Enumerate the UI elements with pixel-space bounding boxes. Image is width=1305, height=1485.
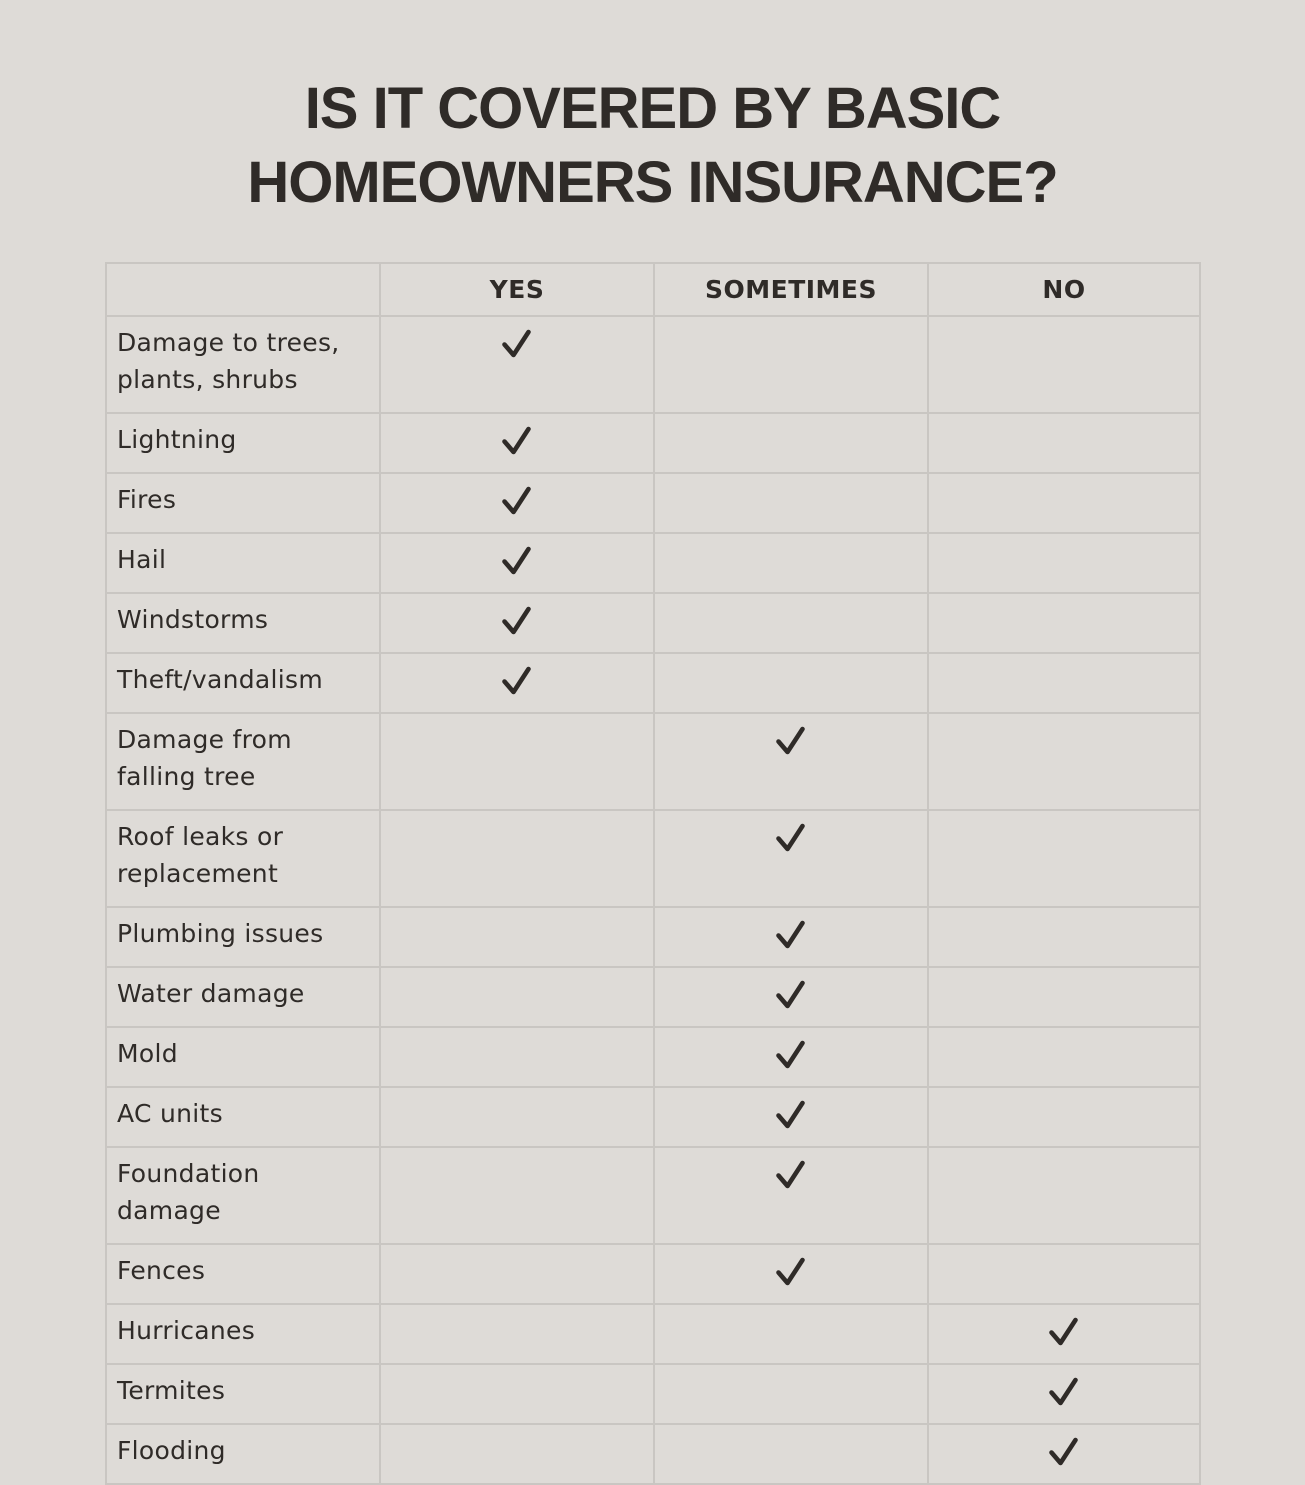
table-row (106, 413, 1200, 473)
cell-sometimes (654, 1424, 928, 1484)
row-label-theft-vandalism: Theft/vandalism (106, 653, 380, 713)
row-label-roof-leaks-or-replacement: Roof leaks or replacement (106, 810, 380, 907)
checkmark-stroke (505, 489, 529, 512)
table-row (106, 473, 1200, 533)
row-label-fences: Fences (106, 1244, 380, 1304)
cell-yes (380, 316, 654, 413)
checkmark-icon (775, 980, 807, 1010)
row-label-fires: Fires (106, 473, 380, 533)
header-cell-item (106, 263, 380, 316)
cell-no (928, 593, 1200, 653)
table-row (106, 533, 1200, 593)
cell-yes (380, 593, 654, 653)
checkmark-stroke (779, 1103, 803, 1126)
title-line-2: HOMEOWNERS INSURANCE? (247, 150, 1058, 215)
cell-yes (380, 967, 654, 1027)
cell-sometimes (654, 593, 928, 653)
cell-sometimes (654, 907, 928, 967)
cell-no (928, 1364, 1200, 1424)
cell-yes (380, 810, 654, 907)
cell-no (928, 1087, 1200, 1147)
cell-yes (380, 1304, 654, 1364)
checkmark-stroke (779, 1260, 803, 1283)
cell-sometimes (654, 653, 928, 713)
cell-sometimes (654, 1304, 928, 1364)
cell-sometimes (654, 533, 928, 593)
checkmark-icon (501, 606, 533, 636)
page-title (0, 72, 1305, 220)
header-cell-no: NO (928, 263, 1200, 316)
coverage-table (105, 262, 1201, 1485)
checkmark-icon (775, 1160, 807, 1190)
checkmark-stroke (779, 729, 803, 752)
table-row (106, 1027, 1200, 1087)
cell-yes (380, 713, 654, 810)
cell-sometimes (654, 1147, 928, 1244)
cell-yes (380, 1244, 654, 1304)
row-label-ac-units: AC units (106, 1087, 380, 1147)
cell-yes (380, 413, 654, 473)
checkmark-icon (775, 1100, 807, 1130)
header-cell-sometimes: SOMETIMES (654, 263, 928, 316)
row-label-mold: Mold (106, 1027, 380, 1087)
cell-yes (380, 533, 654, 593)
cell-yes (380, 907, 654, 967)
cell-no (928, 533, 1200, 593)
checkmark-icon (775, 920, 807, 950)
cell-no (928, 1304, 1200, 1364)
row-label-windstorms: Windstorms (106, 593, 380, 653)
cell-no (928, 967, 1200, 1027)
checkmark-stroke (505, 429, 529, 452)
table-row (106, 1087, 1200, 1147)
checkmark-icon (501, 486, 533, 516)
table-row (106, 653, 1200, 713)
cell-no (928, 810, 1200, 907)
table-row (106, 907, 1200, 967)
cell-no (928, 907, 1200, 967)
cell-sometimes (654, 473, 928, 533)
checkmark-stroke (505, 669, 529, 692)
cell-sometimes (654, 810, 928, 907)
checkmark-icon (501, 329, 533, 359)
coverage-table-header (106, 263, 1200, 316)
cell-no (928, 413, 1200, 473)
checkmark-stroke (779, 923, 803, 946)
checkmark-stroke (1052, 1380, 1076, 1403)
table-row (106, 1147, 1200, 1244)
title-line-1: IS IT COVERED BY BASIC (304, 76, 1001, 141)
checkmark-stroke (505, 609, 529, 632)
checkmark-stroke (1052, 1440, 1076, 1463)
header-cell-yes: YES (380, 263, 654, 316)
coverage-table-body (106, 316, 1200, 1484)
cell-sometimes (654, 1087, 928, 1147)
checkmark-stroke (779, 1163, 803, 1186)
row-label-water-damage: Water damage (106, 967, 380, 1027)
row-label-foundation-damage: Foundation damage (106, 1147, 380, 1244)
table-row (106, 593, 1200, 653)
checkmark-icon (1048, 1317, 1080, 1347)
checkmark-icon (775, 1257, 807, 1287)
cell-yes (380, 1147, 654, 1244)
cell-no (928, 653, 1200, 713)
cell-yes (380, 653, 654, 713)
checkmark-stroke (779, 983, 803, 1006)
cell-yes (380, 1424, 654, 1484)
cell-yes (380, 1027, 654, 1087)
row-label-hail: Hail (106, 533, 380, 593)
cell-no (928, 1027, 1200, 1087)
checkmark-stroke (505, 549, 529, 572)
row-label-flooding: Flooding (106, 1424, 380, 1484)
cell-sometimes (654, 967, 928, 1027)
table-row (106, 1364, 1200, 1424)
cell-sometimes (654, 413, 928, 473)
row-label-plumbing-issues: Plumbing issues (106, 907, 380, 967)
cell-no (928, 1244, 1200, 1304)
checkmark-icon (1048, 1437, 1080, 1467)
row-label-hurricanes: Hurricanes (106, 1304, 380, 1364)
cell-sometimes (654, 713, 928, 810)
table-row (106, 810, 1200, 907)
header-row (106, 263, 1200, 316)
row-label-lightning: Lightning (106, 413, 380, 473)
cell-yes (380, 1087, 654, 1147)
checkmark-stroke (779, 1043, 803, 1066)
checkmark-icon (501, 666, 533, 696)
table-row (106, 713, 1200, 810)
cell-yes (380, 1364, 654, 1424)
checkmark-icon (775, 726, 807, 756)
cell-yes (380, 473, 654, 533)
cell-sometimes (654, 316, 928, 413)
checkmark-stroke (779, 826, 803, 849)
cell-no (928, 1147, 1200, 1244)
cell-sometimes (654, 1244, 928, 1304)
checkmark-icon (775, 1040, 807, 1070)
checkmark-stroke (1052, 1320, 1076, 1343)
table-row (106, 1424, 1200, 1484)
table-row (106, 1304, 1200, 1364)
cell-sometimes (654, 1364, 928, 1424)
cell-no (928, 1424, 1200, 1484)
checkmark-icon (501, 546, 533, 576)
cell-no (928, 473, 1200, 533)
table-row (106, 1244, 1200, 1304)
checkmark-icon (775, 823, 807, 853)
row-label-damage-from-falling-tree: Damage from falling tree (106, 713, 380, 810)
table-row (106, 967, 1200, 1027)
checkmark-icon (1048, 1377, 1080, 1407)
cell-sometimes (654, 1027, 928, 1087)
checkmark-icon (501, 426, 533, 456)
row-label-termites: Termites (106, 1364, 380, 1424)
cell-no (928, 713, 1200, 810)
checkmark-stroke (505, 332, 529, 355)
row-label-damage-to-trees-plants-shrubs: Damage to trees, plants, shrubs (106, 316, 380, 413)
table-row (106, 316, 1200, 413)
cell-no (928, 316, 1200, 413)
